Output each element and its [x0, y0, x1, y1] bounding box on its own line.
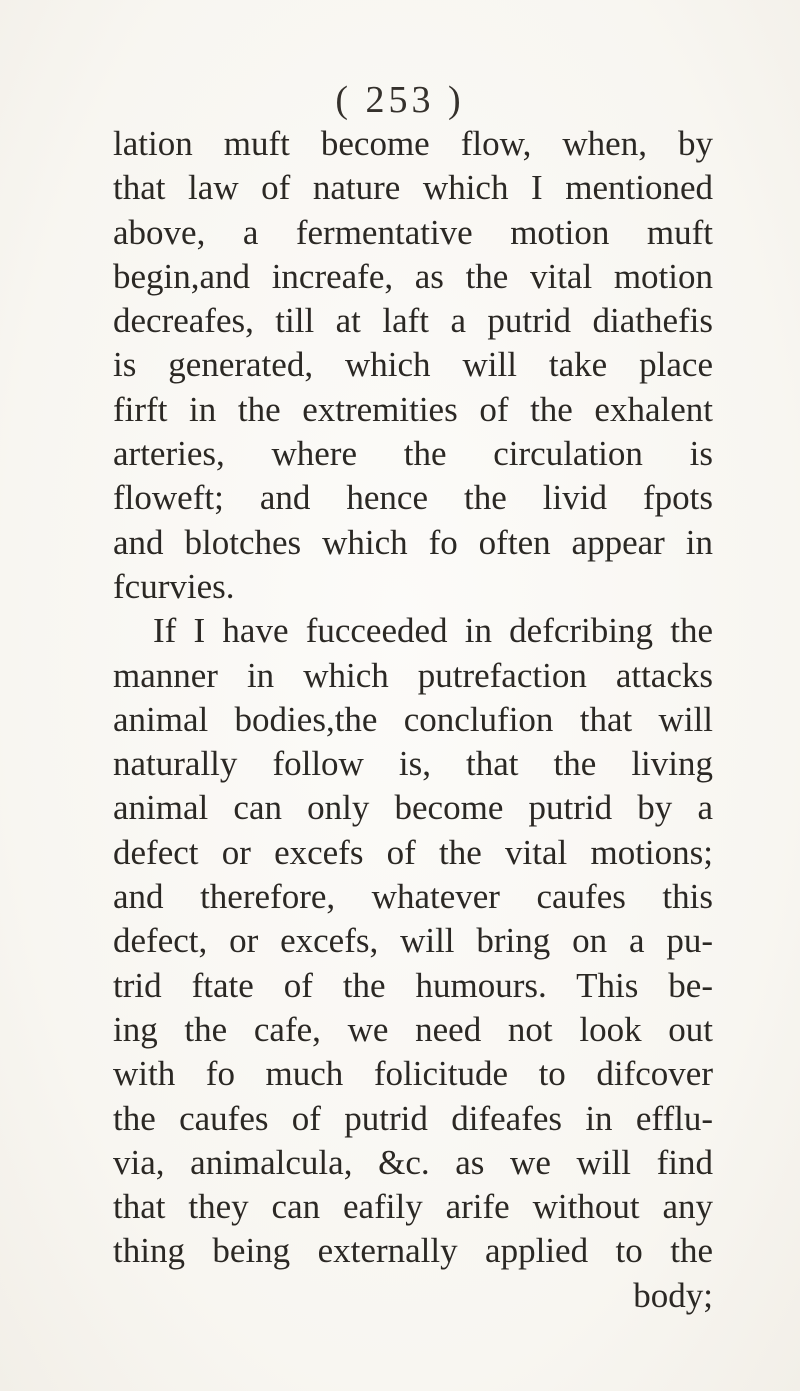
text-line: that they can eafily arife without any [113, 1187, 713, 1227]
page-number: ( 253 ) [335, 79, 465, 121]
text-line: defect, or excefs, will bring on a pu- [113, 921, 713, 961]
text-line: above, a fermentative motion muft [113, 212, 713, 252]
text-line: manner in which putrefaction attacks [113, 655, 713, 695]
text-line: and therefore, whatever caufes this [113, 877, 713, 917]
catchword: body; [633, 1275, 713, 1315]
text-line: If I have fucceeded in defcribing the [153, 611, 713, 651]
text-line: firft in the extremities of the exhalent [113, 389, 713, 429]
text-line: ing the cafe, we need not look out [113, 1009, 713, 1049]
text-line: the caufes of putrid difeafes in efflu- [113, 1098, 713, 1138]
text-line: arteries, where the circulation is [113, 434, 713, 474]
text-line: is generated, which will take place [113, 345, 713, 385]
text-line: animal bodies,the conclufion that will [113, 699, 713, 739]
text-line: animal can only become putrid by a [113, 788, 713, 828]
text-line: with fo much folicitude to difcover [113, 1054, 713, 1094]
text-line: begin,and increafe, as the vital motion [113, 256, 713, 296]
text-line: naturally follow is, that the living [113, 744, 713, 784]
text-line: trid ftate of the humours. This be- [113, 965, 713, 1005]
text-line: thing being externally applied to the [113, 1231, 713, 1271]
text-line: and blotches which fo often appear in [113, 522, 713, 562]
text-line: defect or excefs of the vital motions; [113, 832, 713, 872]
text-line: lation muft become flow, when, by [113, 124, 713, 163]
text-line: that law of nature which I mentioned [113, 168, 713, 208]
text-line: fcurvies. [113, 566, 235, 606]
text-line: floweft; and hence the livid fpots [113, 478, 713, 518]
text-line: decreafes, till at laft a putrid diathefis [113, 301, 713, 341]
text-line: via, animalcula, &c. as we will find [113, 1142, 713, 1182]
body-text [113, 122, 713, 1318]
